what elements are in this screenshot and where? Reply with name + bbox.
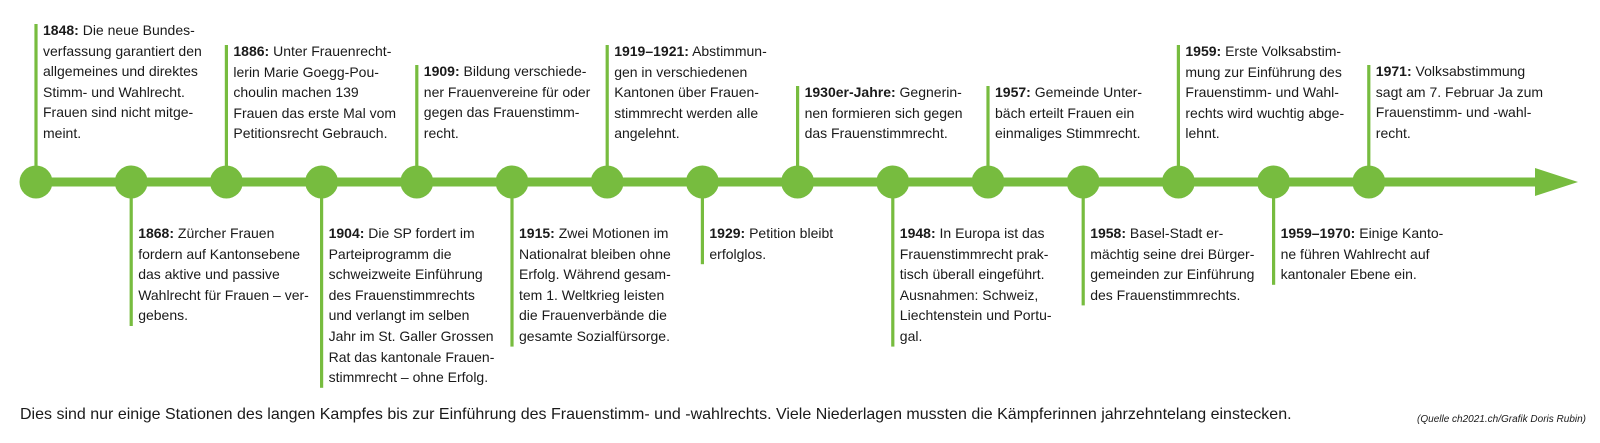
event-line: schweizweite Einführung <box>328 266 483 283</box>
event-description: Bildung verschiede- <box>463 63 587 79</box>
event-line: Jahr im St. Galler Grossen <box>328 327 494 344</box>
event-line: recht. <box>1375 124 1411 141</box>
event-dot <box>1162 166 1195 199</box>
event-year: 1930er-Jahre: <box>804 84 896 100</box>
event-year: 1929: <box>709 225 746 241</box>
event-line: lehnt. <box>1185 125 1220 142</box>
event-line: fordern auf Kantonsebene <box>138 245 301 262</box>
event-dot <box>1352 166 1385 199</box>
timeline-dots <box>20 166 1386 199</box>
event-text <box>329 223 495 388</box>
event-line: Stimm- und Wahlrecht. <box>43 83 185 100</box>
event-line: Wahlrecht für Frauen – ver- <box>138 286 309 303</box>
event-line: des Frauenstimmrechts <box>328 286 475 303</box>
event-line <box>805 82 963 103</box>
event-line <box>1376 61 1543 82</box>
event-description: In Europa ist das <box>939 225 1045 241</box>
event-description: Die neue Bundes- <box>82 22 195 38</box>
event-line: erfolglos. <box>709 245 767 262</box>
event-line: Rat das kantonale Frauen- <box>328 348 495 365</box>
event-line <box>43 20 202 41</box>
event-line: Liechtenstein und Portu- <box>899 307 1052 324</box>
event-stem <box>320 182 323 388</box>
event-line: gebens. <box>138 307 189 324</box>
event-stem <box>1082 182 1085 305</box>
event-text <box>1185 41 1344 144</box>
event-line <box>1281 223 1444 244</box>
event-year: 1958: <box>1090 225 1126 241</box>
event-stem <box>130 182 133 326</box>
event-line: stimmrecht – ohne Erfolg. <box>328 369 489 386</box>
event-year: 1915: <box>519 225 555 241</box>
event-line <box>614 41 767 62</box>
event-text <box>424 61 591 143</box>
event-stem <box>1177 45 1180 182</box>
event-dot <box>1067 166 1100 199</box>
event-text <box>1090 223 1254 305</box>
event-line: lerin Marie Goegg-Pou- <box>233 63 379 80</box>
event-dot <box>115 166 148 199</box>
event-text <box>805 82 963 144</box>
event-line: rechts wird wuchtig abge- <box>1185 104 1345 121</box>
event-line <box>1090 223 1254 244</box>
event-line: gegen das Frauenstimm- <box>423 104 580 121</box>
event-line <box>424 61 591 82</box>
event-text <box>995 82 1142 144</box>
event-description: Zürcher Frauen <box>177 225 275 241</box>
event-dot <box>20 166 53 199</box>
event-description: Basel-Stadt er- <box>1129 225 1224 241</box>
event-text <box>1281 223 1444 285</box>
event-line: allgemeines und direktes <box>43 63 198 80</box>
event-line: tem 1. Weltkrieg leisten <box>519 286 665 303</box>
event-dot <box>1257 166 1290 199</box>
event-line: nen formieren sich gegen <box>804 104 963 121</box>
event-description: Gegnerin- <box>899 84 962 100</box>
event-line: mung zur Einführung des <box>1185 63 1342 80</box>
event-dot <box>210 166 243 199</box>
event-line: angelehnt. <box>614 125 680 142</box>
event-description: Unter Frauenrecht- <box>273 43 392 59</box>
event-description: Volksabstimmung <box>1415 63 1526 79</box>
event-dot <box>400 166 433 199</box>
event-line: Kantonen über Frauen- <box>614 84 759 101</box>
event-description: Erste Volksabstim- <box>1225 43 1342 59</box>
event-line: mächtig seine drei Bürger- <box>1090 245 1255 262</box>
event-line: gesamte Sozialfürsorge. <box>519 327 670 344</box>
event-year: 1868: <box>138 225 174 241</box>
event-line: und verlangt im selben <box>328 307 470 324</box>
event-description: Gemeinde Unter- <box>1034 84 1143 100</box>
event-text <box>614 41 767 144</box>
event-stem <box>606 45 609 182</box>
event-line: Frauenstimm- und -wahl- <box>1375 104 1532 121</box>
event-stem <box>225 45 228 182</box>
event-text <box>1376 61 1543 143</box>
event-year: 1959: <box>1185 43 1222 59</box>
event-description: Zwei Motionen im <box>558 225 669 241</box>
event-dot <box>972 166 1005 199</box>
event-line: ne führen Wahlrecht auf <box>1280 245 1430 262</box>
event-line <box>138 223 309 244</box>
event-line: meint. <box>43 124 82 141</box>
event-line: Frauenstimm- und Wahl- <box>1185 84 1339 101</box>
event-dot <box>781 166 814 199</box>
event-dot <box>591 166 624 199</box>
event-text <box>900 223 1052 347</box>
event-year: 1971: <box>1375 63 1412 79</box>
event-year: 1904: <box>328 225 365 241</box>
event-line <box>519 223 671 244</box>
event-line: gal. <box>899 327 923 344</box>
event-text <box>43 20 202 144</box>
source-credit: (Quelle ch2021.ch/Grafik Doris Rubin) <box>1417 414 1586 425</box>
event-line: recht. <box>423 124 459 141</box>
event-line: bäch erteilt Frauen ein <box>995 104 1135 121</box>
event-line: choulin machen 139 <box>233 84 359 101</box>
event-line <box>900 223 1052 244</box>
event-text <box>233 41 396 144</box>
event-line <box>233 41 396 62</box>
event-line: verfassung garantiert den <box>43 42 202 59</box>
event-text <box>138 223 309 326</box>
event-stem <box>415 65 418 182</box>
event-description: Einige Kanto- <box>1359 225 1444 241</box>
event-description: Abstimmun- <box>692 43 767 59</box>
event-stem <box>1367 65 1370 182</box>
event-text <box>709 223 833 264</box>
event-line: einmaliges Stimmrecht. <box>995 125 1141 142</box>
event-line <box>1185 41 1344 62</box>
event-line: das Frauenstimmrecht. <box>804 125 948 142</box>
event-year: 1848: <box>43 22 79 38</box>
event-line: Frauen sind nicht mitge- <box>43 104 194 121</box>
event-line: Nationalrat bleiben ohne <box>519 245 671 262</box>
event-line: Frauenstimmrecht prak- <box>899 245 1049 262</box>
event-year: 1957: <box>995 84 1031 100</box>
event-line: gemeinden zur Einführung <box>1090 266 1255 283</box>
event-line: des Frauenstimmrechts. <box>1090 286 1241 303</box>
event-dot <box>496 166 529 199</box>
event-dot <box>305 166 338 199</box>
event-year: 1959–1970: <box>1280 225 1356 241</box>
event-year: 1919–1921: <box>614 43 689 59</box>
caption-text: Dies sind nur einige Stationen des langen Kampfes bis zur Einführung des Frauenstimm- und -wahlrechts. Viele Niederlagen mussten die Kämpferinnen jahrzehntelang einstecken. <box>20 406 1292 423</box>
event-line <box>329 223 495 244</box>
event-stem <box>510 182 513 347</box>
event-stem <box>34 24 37 182</box>
event-description: Die SP fordert im <box>368 225 475 241</box>
event-year: 1886: <box>233 43 270 59</box>
event-dot <box>686 166 719 199</box>
event-year: 1948: <box>899 225 936 241</box>
event-line: tisch überall eingeführt. <box>899 266 1045 283</box>
event-line: ner Frauenvereine für oder <box>423 83 591 100</box>
event-line: gen in verschiedenen <box>614 63 748 80</box>
event-year: 1909: <box>423 63 460 79</box>
event-line: Petitionsrecht Gebrauch. <box>233 125 388 142</box>
event-line: Parteiprogramm die <box>328 245 452 262</box>
event-line <box>995 82 1142 103</box>
event-stem <box>891 182 894 347</box>
event-line: die Frauenverbände die <box>519 307 667 324</box>
event-description: Petition bleibt <box>749 225 834 241</box>
event-line: stimmrecht werden alle <box>614 104 759 121</box>
event-line: sagt am 7. Februar Ja zum <box>1375 83 1544 100</box>
event-line <box>709 223 833 244</box>
event-line: Ausnahmen: Schweiz, <box>899 286 1039 303</box>
timeline-arrowhead <box>1535 168 1578 196</box>
event-line: Frauen das erste Mal vom <box>233 104 397 121</box>
event-line: Erfolg. Während gesam- <box>519 266 671 283</box>
event-text <box>519 223 671 347</box>
event-line: kantonaler Ebene ein. <box>1280 266 1417 283</box>
event-line: das aktive und passive <box>138 266 280 283</box>
event-dot <box>876 166 909 199</box>
